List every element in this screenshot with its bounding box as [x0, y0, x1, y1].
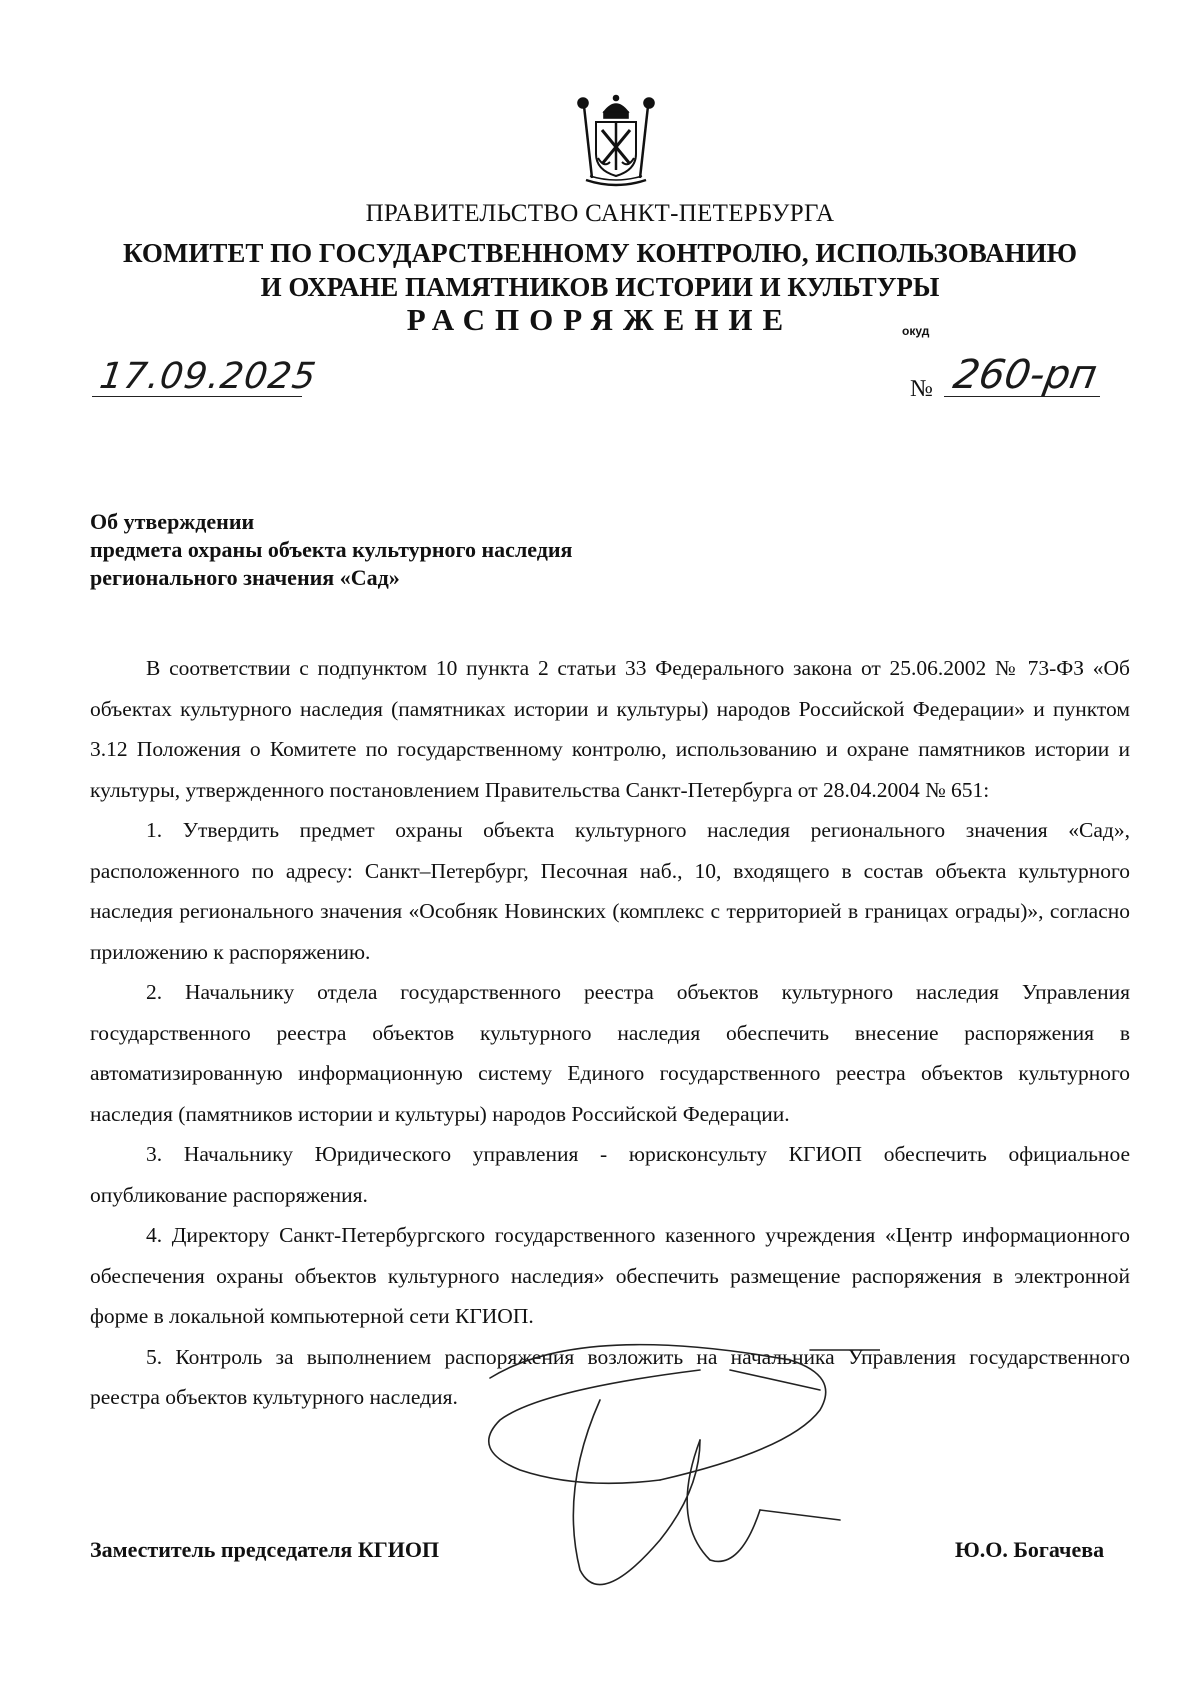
- number-sign: №: [910, 376, 933, 402]
- document-body: [90, 648, 1130, 1418]
- committee-heading-line1: КОМИТЕТ ПО ГОСУДАРСТВЕННОМУ КОНТРОЛЮ, ИСПОЛЬЗОВАНИЮ: [123, 238, 1077, 268]
- subject-line: Об утверждении: [90, 509, 255, 534]
- handwritten-signature: [460, 1330, 880, 1620]
- order-item-4: 4. Директору Санкт-Петербургского государственного казенного учреждения «Центр информационного обеспечения охраны объектов культурного наследия» обеспечить размещение распоряжения в электронной форме в локальной компьютерной сети КГИОП.: [90, 1223, 1130, 1328]
- subject-line: предмета охраны объекта культурного наследия: [90, 537, 573, 562]
- order-item-3: 3. Начальнику Юридического управления - юрисконсульту КГИОП обеспечить официальное опубликование распоряжения.: [90, 1142, 1130, 1207]
- order-item-1: 1. Утвердить предмет охраны объекта культурного наследия регионального значения «Сад», расположенного по адресу: Санкт–Петербург, Песочная наб., 10, входящего в состав объекта культурного наследия регионального значения «Особняк Новинских (комплекс с территорией в границах ограды)», согласно приложению к распоряжению.: [90, 818, 1130, 964]
- saint-petersburg-coat-of-arms-icon: [570, 92, 662, 190]
- document-number: 260-рп: [949, 352, 1101, 398]
- document-date: 17.09.2025: [97, 356, 320, 397]
- signer-title: Заместитель председателя КГИОП: [90, 1537, 440, 1562]
- document-subject: [90, 508, 572, 592]
- signer-name: Ю.О. Богачева: [955, 1537, 1105, 1562]
- committee-heading-line2: И ОХРАНЕ ПАМЯТНИКОВ ИСТОРИИ И КУЛЬТУРЫ: [260, 272, 940, 302]
- preamble-paragraph: В соответствии с подпунктом 10 пункта 2 статьи 33 Федерального закона от 25.06.2002 № 73-ФЗ «Об объектах культурного наследия (памятниках истории и культуры) народов Российской Федерации» и пунктом 3.12 Положения о Комитете по государственному контролю, использованию и охране памятников истории и культуры, утвержденного постановлением Правительства Санкт-Петербурга от 28.04.2004 № 651:: [90, 656, 1130, 802]
- order-item-2: 2. Начальнику отдела государственного реестра объектов культурного наследия Управления государственного реестра объектов культурного наследия обеспечить внесение распоряжения в автоматизированную информационную систему Единого государственного реестра объектов культурного наследия (памятников истории и культуры) народов Российской Федерации.: [90, 980, 1130, 1126]
- government-heading: ПРАВИТЕЛЬСТВО САНКТ-ПЕТЕРБУРГА: [365, 200, 835, 227]
- committee-heading: [0, 236, 1200, 304]
- subject-line: регионального значения «Сад»: [90, 565, 400, 590]
- document-type: РАСПОРЯЖЕНИЕ: [406, 302, 794, 337]
- order-item-5: 5. Контроль за выполнением распоряжения возложить на начальника Управления государственного реестра объектов культурного наследия.: [90, 1344, 1130, 1409]
- okud-label: окуд: [902, 324, 930, 338]
